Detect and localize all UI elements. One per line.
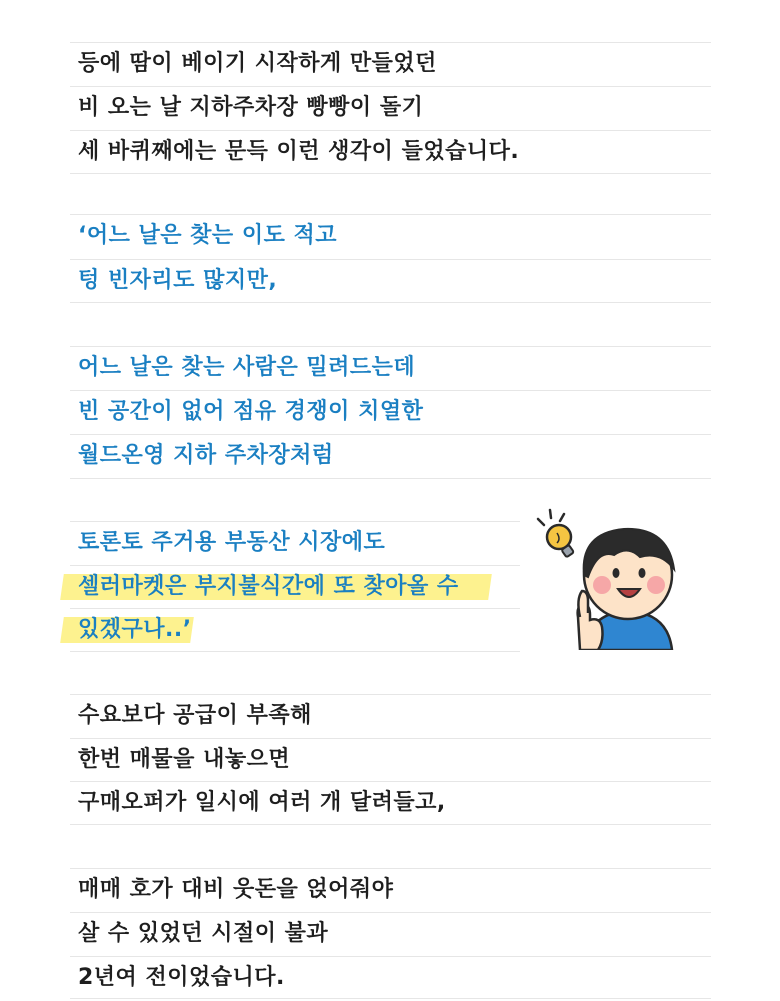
divider-line bbox=[70, 478, 711, 479]
body-text: 한번 매물을 내놓으면 bbox=[78, 747, 291, 772]
body-text: 비 오는 날 지하주차장 빵빵이 돌기 bbox=[78, 95, 424, 120]
text-line bbox=[70, 130, 711, 173]
text-line bbox=[70, 781, 711, 824]
quote-text: 어느 날은 찾는 사람은 밀려드는데 bbox=[78, 355, 416, 380]
quote-text: 월드온영 지하 주차장처럼 bbox=[78, 443, 334, 468]
text-line bbox=[70, 346, 711, 389]
body-text: 매매 호가 대비 웃돈을 얹어줘야 bbox=[78, 877, 394, 902]
quote-text: 빈 공간이 없어 점유 경쟁이 치열한 bbox=[78, 399, 424, 424]
text-line bbox=[70, 42, 711, 85]
text-line bbox=[70, 912, 711, 955]
text-line bbox=[70, 434, 711, 477]
text-line bbox=[70, 694, 711, 737]
quote-text-highlighted: 셀러마켓은 부지불식간에 또 찾아올 수 bbox=[78, 574, 459, 599]
quote-text: ‘어느 날은 찾는 이도 적고 bbox=[78, 223, 338, 248]
divider-line bbox=[70, 824, 711, 825]
text-line bbox=[70, 259, 711, 302]
text-line bbox=[70, 608, 520, 651]
thinking-boy-illustration bbox=[528, 505, 678, 650]
text-line bbox=[70, 390, 711, 433]
body-text: 수요보다 공급이 부족해 bbox=[78, 703, 312, 728]
body-text: 구매오퍼가 일시에 여러 개 달려들고, bbox=[78, 790, 446, 815]
body-text: 세 바퀴째에는 문득 이런 생각이 들었습니다. bbox=[78, 139, 520, 164]
text-line bbox=[70, 956, 711, 999]
quote-text: 토론토 주거용 부동산 시장에도 bbox=[78, 530, 386, 555]
text-line bbox=[70, 868, 711, 911]
divider-line bbox=[70, 173, 711, 174]
text-line bbox=[70, 565, 520, 608]
body-text: 살 수 있었던 시절이 불과 bbox=[78, 921, 329, 946]
divider-line bbox=[70, 651, 520, 652]
text-line bbox=[70, 521, 520, 564]
body-text: 2년여 전이었습니다. bbox=[78, 965, 285, 990]
quote-text-highlighted: 있겠구나..’ bbox=[78, 617, 192, 642]
text-line bbox=[70, 86, 711, 129]
lightbulb-icon bbox=[538, 510, 574, 557]
quote-text: 텅 빈자리도 많지만, bbox=[78, 268, 278, 293]
body-text: 등에 땀이 베이기 시작하게 만들었던 bbox=[78, 51, 437, 76]
text-line bbox=[70, 738, 711, 781]
text-line bbox=[70, 214, 711, 257]
divider-line bbox=[70, 302, 711, 303]
